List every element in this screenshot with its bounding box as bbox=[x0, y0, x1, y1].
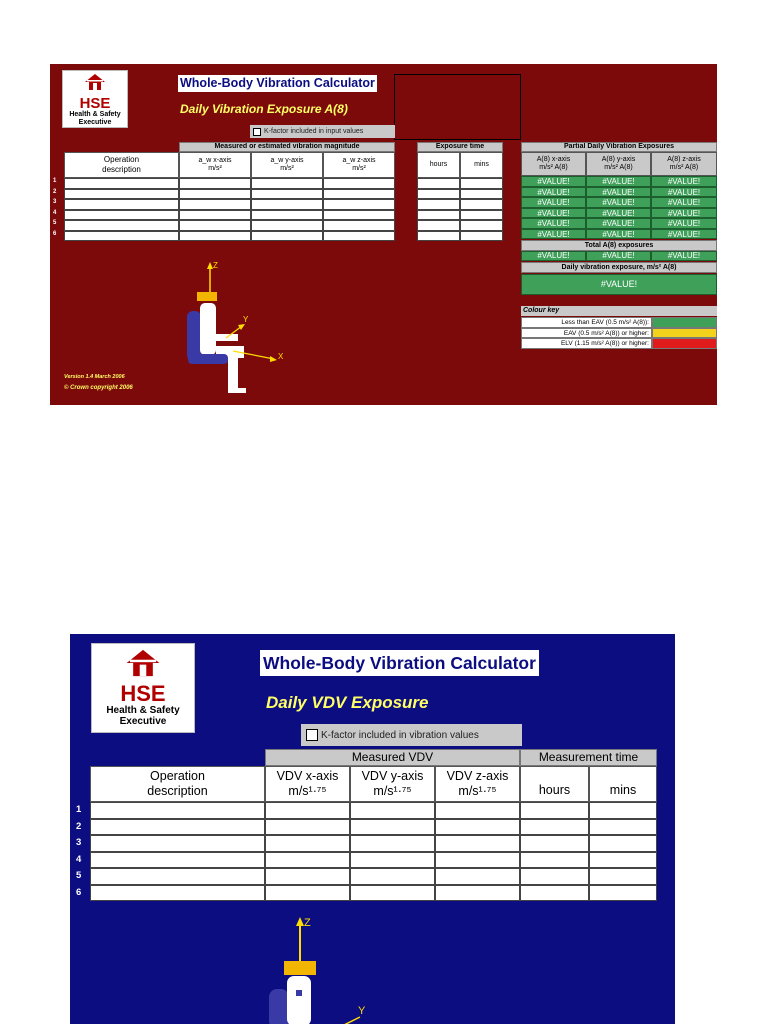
hse-house-icon-2 bbox=[125, 648, 161, 678]
operation-cell-2[interactable] bbox=[90, 819, 265, 836]
total-exposures-label: Total A(8) exposures bbox=[521, 240, 717, 251]
vdv-y-cell[interactable] bbox=[350, 835, 435, 852]
y-value-cell[interactable] bbox=[251, 210, 323, 221]
hse-name-line1: Health & Safety bbox=[69, 111, 121, 118]
operation-cell-2[interactable] bbox=[90, 852, 265, 869]
hours-cell-2[interactable] bbox=[520, 868, 589, 885]
hours-cell[interactable] bbox=[417, 189, 460, 200]
hse-abbr-2: HSE bbox=[120, 681, 166, 706]
partial-value-cell: #VALUE! bbox=[651, 218, 717, 229]
vdv-y-cell[interactable] bbox=[350, 885, 435, 902]
k-factor-checkbox[interactable] bbox=[250, 125, 395, 138]
x-value-cell[interactable] bbox=[179, 220, 251, 231]
x-value-cell[interactable] bbox=[179, 231, 251, 242]
partial-value-cell: #VALUE! bbox=[651, 187, 717, 198]
vdv-y-line2: m/s¹·⁷⁵ bbox=[373, 784, 412, 798]
hse-logo-2 bbox=[91, 643, 195, 733]
row-number-2: 1 bbox=[76, 804, 82, 815]
k-factor-checkbox-2[interactable] bbox=[301, 724, 522, 746]
partial-value-cell: #VALUE! bbox=[521, 187, 586, 198]
z-value-cell[interactable] bbox=[323, 231, 395, 242]
mins-cell-2[interactable] bbox=[589, 835, 657, 852]
seated-person-figure bbox=[178, 256, 293, 405]
col-header-partial-z bbox=[651, 152, 717, 176]
vdv-x-cell[interactable] bbox=[265, 885, 350, 902]
operation-cell-2[interactable] bbox=[90, 885, 265, 902]
row-number: 6 bbox=[53, 230, 57, 237]
partial-z-line1: A(8) z-axis bbox=[667, 155, 701, 163]
mins-cell-2[interactable] bbox=[589, 802, 657, 819]
col-mins-label: mins bbox=[474, 160, 489, 168]
mins-cell-2[interactable] bbox=[589, 852, 657, 869]
mins-cell-2[interactable] bbox=[589, 819, 657, 836]
row-number: 4 bbox=[53, 209, 57, 216]
vdv-x-cell[interactable] bbox=[265, 868, 350, 885]
col-header-partial-x bbox=[521, 152, 586, 176]
row-number-2: 4 bbox=[76, 853, 82, 865]
vdv-z-line2: m/s¹·⁷⁵ bbox=[458, 784, 497, 798]
partial-value-cell: #VALUE! bbox=[651, 208, 717, 219]
z-value-cell[interactable] bbox=[323, 178, 395, 189]
col-header-z bbox=[323, 152, 395, 178]
z-value-cell[interactable] bbox=[323, 189, 395, 200]
vdv-x-cell[interactable] bbox=[265, 802, 350, 819]
page-subtitle: Daily Vibration Exposure A(8) bbox=[180, 102, 348, 116]
z-value-cell[interactable] bbox=[323, 220, 395, 231]
vdv-z-cell[interactable] bbox=[435, 819, 520, 836]
group-header-partial: Partial Daily Vibration Exposures bbox=[521, 142, 717, 152]
y-axis-arrow-2 bbox=[342, 1017, 360, 1024]
vdv-x-cell[interactable] bbox=[265, 852, 350, 869]
operation-cell[interactable] bbox=[64, 210, 179, 221]
y-value-cell[interactable] bbox=[251, 220, 323, 231]
row-number-2: 3 bbox=[76, 837, 82, 848]
col-y-line2: m/s² bbox=[280, 165, 294, 172]
hse-name-line1-2: Health & Safety bbox=[106, 705, 180, 716]
hours-cell-2[interactable] bbox=[520, 802, 589, 819]
operation-cell[interactable] bbox=[64, 231, 179, 242]
col-x-line2: m/s² bbox=[208, 165, 222, 172]
a8-calculator-sheet bbox=[50, 64, 717, 405]
page-title-2: Whole-Body Vibration Calculator bbox=[260, 650, 539, 676]
checkbox-icon[interactable] bbox=[253, 128, 261, 136]
mins2-label: mins bbox=[609, 782, 637, 797]
operation-cell[interactable] bbox=[64, 199, 179, 210]
total-value-cell: #VALUE! bbox=[521, 251, 586, 261]
group-header-measurement-time: Measurement time bbox=[520, 749, 657, 766]
operation-cell-2[interactable] bbox=[90, 802, 265, 819]
hse-name-line2: Executive bbox=[78, 118, 112, 126]
col-operation-line2: description bbox=[102, 165, 141, 174]
partial-z-line2: m/s² A(8) bbox=[669, 164, 699, 171]
mins-cell-2[interactable] bbox=[589, 868, 657, 885]
partial-x-line2: m/s² A(8) bbox=[539, 164, 568, 171]
mins-cell[interactable] bbox=[460, 210, 503, 221]
mins-cell[interactable] bbox=[460, 231, 503, 242]
vdv-z-cell[interactable] bbox=[435, 835, 520, 852]
partial-y-line2: m/s² A(8) bbox=[604, 164, 633, 171]
x-value-cell[interactable] bbox=[179, 178, 251, 189]
col-header-hours-2 bbox=[520, 766, 589, 802]
col-operation2-line1: Operation bbox=[150, 769, 205, 783]
hours-cell-2[interactable] bbox=[520, 885, 589, 902]
col-header-partial-y bbox=[586, 152, 651, 176]
partial-value-cell: #VALUE! bbox=[521, 208, 586, 219]
partial-value-cell: #VALUE! bbox=[586, 229, 651, 240]
y-value-cell[interactable] bbox=[251, 189, 323, 200]
vdv-z-cell[interactable] bbox=[435, 868, 520, 885]
row-number: 1 bbox=[53, 178, 57, 184]
partial-value-cell: #VALUE! bbox=[521, 229, 586, 240]
total-value-cell: #VALUE! bbox=[651, 251, 717, 261]
colour-key-swatch bbox=[652, 338, 717, 349]
partial-value-cell: #VALUE! bbox=[586, 197, 651, 208]
row-number-2: 6 bbox=[76, 886, 82, 898]
col-header-operation bbox=[64, 152, 179, 178]
colour-key-swatch bbox=[652, 317, 717, 328]
col-header-vdv-x bbox=[265, 766, 350, 802]
col-x-line1: a_w x-axis bbox=[198, 156, 232, 164]
colour-key-label: ELV (1.15 m/s² A(8)) or higher: bbox=[521, 338, 652, 349]
mins-cell-2[interactable] bbox=[589, 885, 657, 902]
row-number: 3 bbox=[53, 199, 57, 205]
y-value-cell[interactable] bbox=[251, 199, 323, 210]
vdv-z-cell[interactable] bbox=[435, 852, 520, 869]
hse-logo bbox=[62, 70, 128, 128]
z-value-cell[interactable] bbox=[323, 210, 395, 221]
partial-value-cell: #VALUE! bbox=[586, 218, 651, 229]
partial-value-cell: #VALUE! bbox=[586, 208, 651, 219]
k-factor-label: K-factor included in input values bbox=[264, 128, 364, 135]
operation-cell-2[interactable] bbox=[90, 868, 265, 885]
colour-key-label: Less than EAV (0.5 m/s² A(8)): bbox=[521, 317, 652, 328]
hours-cell-2[interactable] bbox=[520, 819, 589, 836]
z-axis-label: Z bbox=[213, 261, 218, 270]
z-axis-label-2: Z bbox=[304, 917, 311, 929]
hse-name-line2-2: Executive bbox=[119, 716, 167, 727]
col-hours-label: hours bbox=[429, 160, 448, 168]
partial-value-cell: #VALUE! bbox=[651, 229, 717, 240]
col-operation2-line2: description bbox=[147, 784, 208, 798]
group-header-exposure: Exposure time bbox=[417, 142, 503, 152]
vdv-calculator-sheet bbox=[70, 634, 675, 1024]
vdv-y-cell[interactable] bbox=[350, 802, 435, 819]
partial-value-cell: #VALUE! bbox=[521, 197, 586, 208]
y-axis-label: Y bbox=[243, 315, 249, 324]
hours2-label: hours bbox=[538, 782, 571, 797]
vdv-y-cell[interactable] bbox=[350, 852, 435, 869]
partial-x-line1: A(8) x-axis bbox=[536, 155, 571, 163]
partial-value-cell: #VALUE! bbox=[651, 197, 717, 208]
vdv-y-cell[interactable] bbox=[350, 868, 435, 885]
row-number-2: 5 bbox=[76, 870, 82, 881]
mins-cell[interactable] bbox=[460, 199, 503, 210]
version-note: Version 1.4 March 2006 bbox=[64, 374, 125, 380]
hours-cell[interactable] bbox=[417, 210, 460, 221]
mins-cell[interactable] bbox=[460, 178, 503, 189]
row-number-2: 2 bbox=[76, 820, 82, 832]
col-z-line1: a_w z-axis bbox=[342, 156, 376, 164]
seated-person-figure-2 bbox=[260, 914, 400, 1024]
hours-cell[interactable] bbox=[417, 231, 460, 242]
col-header-operation-2 bbox=[90, 766, 265, 802]
col-header-mins bbox=[460, 152, 503, 178]
page-subtitle-2: Daily VDV Exposure bbox=[266, 693, 429, 712]
colour-key-swatch bbox=[652, 328, 717, 339]
vdv-z-cell[interactable] bbox=[435, 885, 520, 902]
hse-abbr: HSE bbox=[79, 95, 111, 112]
operation-cell-2[interactable] bbox=[90, 835, 265, 852]
hours-cell[interactable] bbox=[417, 178, 460, 189]
partial-value-cell: #VALUE! bbox=[521, 176, 586, 187]
colour-key-label: EAV (0.5 m/s² A(8)) or higher: bbox=[521, 328, 652, 339]
title-outline-box bbox=[394, 74, 521, 140]
k-factor-label-2: K-factor included in vibration values bbox=[321, 729, 479, 741]
y-value-cell[interactable] bbox=[251, 231, 323, 242]
partial-value-cell: #VALUE! bbox=[521, 218, 586, 229]
vdv-x-line2: m/s¹·⁷⁵ bbox=[288, 784, 327, 798]
col-header-x bbox=[179, 152, 251, 178]
colour-key-title: Colour key bbox=[521, 306, 717, 316]
vdv-x-cell[interactable] bbox=[265, 835, 350, 852]
col-header-vdv-y bbox=[350, 766, 435, 802]
y-axis-label-2: Y bbox=[358, 1005, 366, 1017]
hse-house-icon bbox=[84, 73, 106, 91]
hours-cell[interactable] bbox=[417, 220, 460, 231]
copyright-note: © Crown copyright 2006 bbox=[64, 385, 133, 391]
partial-value-cell: #VALUE! bbox=[651, 176, 717, 187]
col-z-line2: m/s² bbox=[352, 165, 366, 172]
x-axis-label: X bbox=[278, 352, 284, 361]
hours-cell[interactable] bbox=[417, 199, 460, 210]
operation-cell[interactable] bbox=[64, 178, 179, 189]
row-number: 5 bbox=[53, 220, 57, 226]
group-header-measured-vdv: Measured VDV bbox=[265, 749, 520, 766]
hours-cell-2[interactable] bbox=[520, 835, 589, 852]
x-value-cell[interactable] bbox=[179, 199, 251, 210]
page-title: Whole-Body Vibration Calculator bbox=[180, 76, 375, 90]
vdv-z-cell[interactable] bbox=[435, 802, 520, 819]
mins-cell[interactable] bbox=[460, 189, 503, 200]
x-value-cell[interactable] bbox=[179, 210, 251, 221]
partial-value-cell: #VALUE! bbox=[586, 187, 651, 198]
daily-exposure-value: #VALUE! bbox=[521, 274, 717, 295]
row-number: 2 bbox=[53, 188, 57, 195]
vdv-z-line1: VDV z-axis bbox=[446, 769, 509, 783]
col-header-mins-2 bbox=[589, 766, 657, 802]
col-header-y bbox=[251, 152, 323, 178]
z-value-cell[interactable] bbox=[323, 199, 395, 210]
group-header-measured: Measured or estimated vibration magnitude bbox=[179, 142, 395, 152]
vdv-y-cell[interactable] bbox=[350, 819, 435, 836]
col-header-hours bbox=[417, 152, 460, 178]
y-value-cell[interactable] bbox=[251, 178, 323, 189]
mins-cell[interactable] bbox=[460, 220, 503, 231]
col-header-vdv-z bbox=[435, 766, 520, 802]
partial-y-line1: A(8) y-axis bbox=[601, 155, 636, 163]
vdv-x-cell[interactable] bbox=[265, 819, 350, 836]
col-y-line1: a_w y-axis bbox=[270, 156, 304, 164]
vdv-y-line1: VDV y-axis bbox=[361, 769, 424, 783]
checkbox-icon-2[interactable] bbox=[306, 729, 318, 741]
hours-cell-2[interactable] bbox=[520, 852, 589, 869]
col-operation-line1: Operation bbox=[103, 155, 140, 165]
x-value-cell[interactable] bbox=[179, 189, 251, 200]
partial-value-cell: #VALUE! bbox=[586, 176, 651, 187]
vdv-x-line1: VDV x-axis bbox=[276, 769, 339, 783]
daily-exposure-label: Daily vibration exposure, m/s² A(8) bbox=[521, 262, 717, 273]
operation-cell[interactable] bbox=[64, 189, 179, 200]
operation-cell[interactable] bbox=[64, 220, 179, 231]
total-value-cell: #VALUE! bbox=[586, 251, 651, 261]
